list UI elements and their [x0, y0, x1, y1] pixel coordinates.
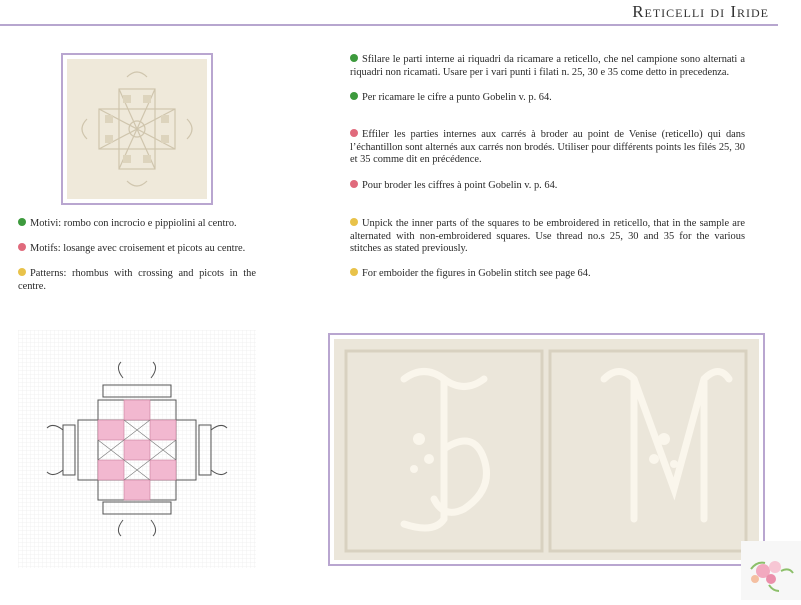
green-bullet-icon	[350, 92, 358, 100]
instruction-fr-1: Effiler les parties internes aux carrés à broder au point de Venise (reticello) qui dans l’échantillon sont alternés aux carrés non brodés. Utiliser pour différents points les filés 25, 30 et 35 comme dit en précédence.	[350, 129, 745, 166]
pink-bullet-icon	[350, 180, 358, 188]
pink-bullet-icon	[18, 243, 26, 251]
green-bullet-icon	[18, 218, 26, 226]
instruction-en-2: For emboider the figures in Gobelin stitch see page 64.	[350, 268, 745, 281]
yellow-bullet-icon	[18, 268, 26, 276]
motif-it: Motivi: rombo con incrocio e pippiolini al centro.	[18, 218, 256, 231]
pattern-chart	[18, 330, 256, 568]
instruction-it-1: Sfilare le parti interne ai riquadri da ricamare a reticello, che nel campione sono alternati a riquadri non ricamati. Usare per i vari punti i filati n. 25, 30 e 35 come detto in precedenza.	[350, 54, 745, 78]
green-bullet-icon	[350, 54, 358, 62]
sample-photo	[61, 53, 213, 205]
motif-en: Patterns: rhombus with crossing and picots in the centre.	[18, 268, 256, 292]
instruction-en-1: Unpick the inner parts of the squares to be embroidered in reticello, that in the sample are alternated with non-embroidered squares. Use thread no.s 25, 30 and 35 for the various stitches as stated previously.	[350, 218, 745, 255]
pattern-grid-image	[18, 330, 256, 568]
motif-fr: Motifs: losange avec croisement et picots au centre.	[18, 243, 256, 256]
reticello-motif-image	[67, 59, 207, 199]
instruction-fr-2: Pour broder les ciffres à point Gobelin v. p. 64.	[350, 180, 745, 193]
monogram-fabric	[334, 339, 759, 560]
floral-corner-icon	[741, 541, 801, 600]
instruction-it-2: Per ricamare le cifre a punto Gobelin v. p. 64.	[350, 92, 745, 105]
header-rule	[0, 24, 778, 26]
yellow-bullet-icon	[350, 218, 358, 226]
page-title: Reticelli di Iride	[632, 2, 769, 21]
sample-photo-fabric	[67, 59, 207, 199]
pink-bullet-icon	[350, 129, 358, 137]
gobelin-monogram-image	[334, 339, 759, 560]
yellow-bullet-icon	[350, 268, 358, 276]
monogram-sample-photo	[328, 333, 765, 566]
